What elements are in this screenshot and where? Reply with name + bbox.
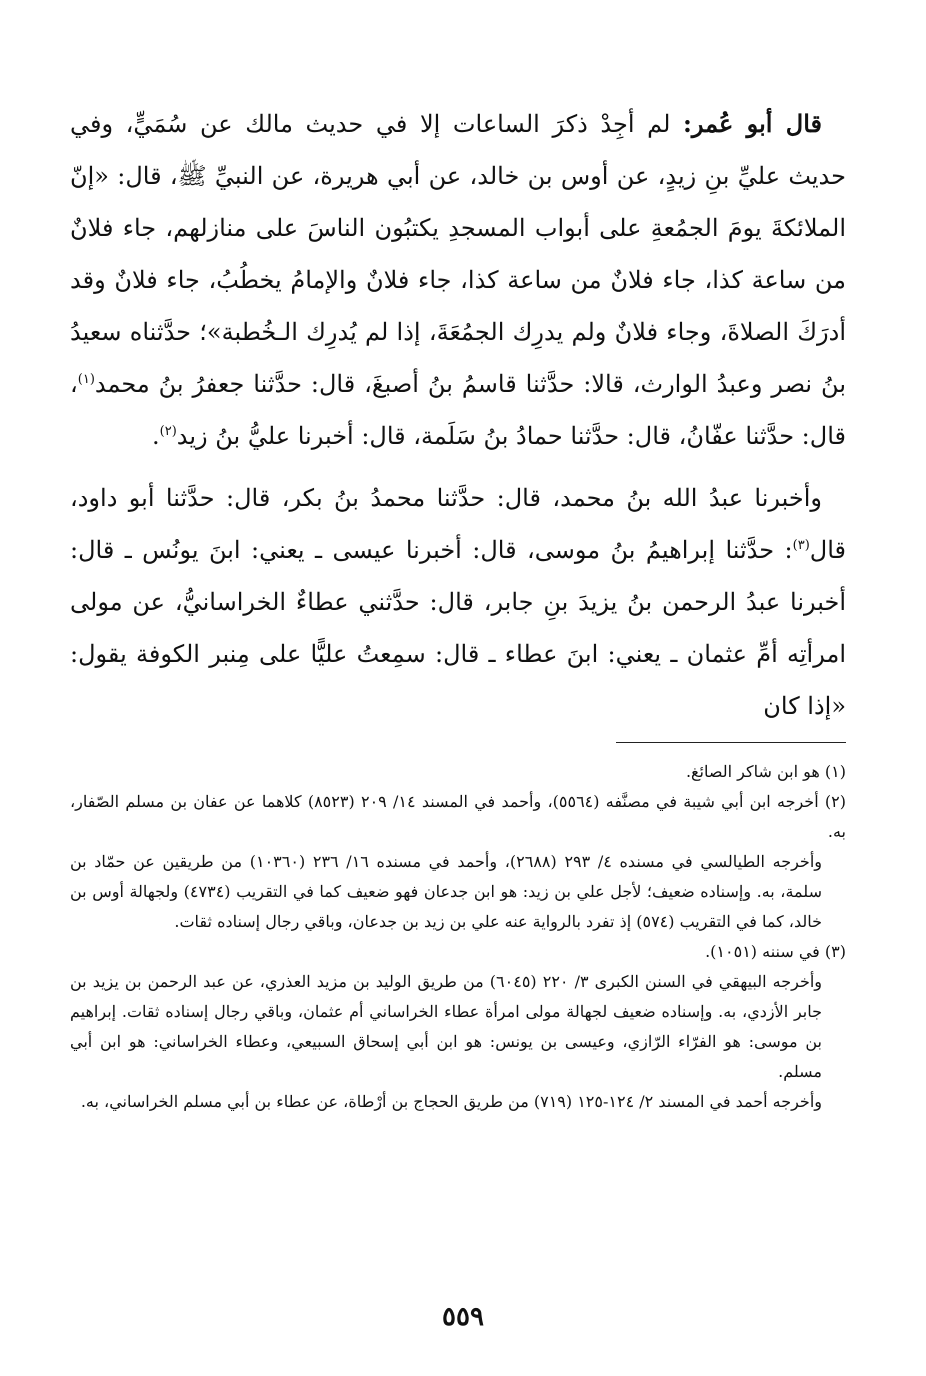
footnote-2: (٢) أخرجه ابن أبي شيبة في مصنَّفه (٥٥٦٤)، وأحمد في المسند ١٤/ ٢٠٩ (٨٥٢٣) كلاهما عن عفان بن مسلم الصّفار، به. xyxy=(70,792,847,841)
footnote-ref-1[interactable]: (١) xyxy=(77,372,95,387)
paragraph-2 xyxy=(70,472,846,732)
paragraph-1-text-a: لم أجِدْ ذكرَ الساعات إلا في حديث مالك عن سُمَيٍّ، وفي حديث عليِّ بنِ زيدٍ، عن أوس بن خالد، عن أبي هريرة، عن النبيِّ ﷺ، قال: «إنّ الملائكةَ يومَ الجمُعةِ على أبواب المسجدِ يكتبُون الناسَ على منازلهم، جاء فلانٌ من ساعة كذا، جاء فلانٌ من ساعة كذا، جاء فلانٌ والإمامُ يخطُبُ، جاء فلانٌ وقد أدرَكَ الصلاةَ، وجاء فلانٌ ولم يدرِك الجمُعَةَ، إذا لم يُدرِك الـخُطبة»؛ حدَّثناه سعيدُ بنُ نصر وعبدُ الوارث، قالا: حدَّثنا قاسمُ بنُ أصبغَ، قال: حدَّثنا جعفرُ بنُ محمد xyxy=(70,110,846,398)
footnotes xyxy=(70,757,846,1117)
page-content xyxy=(70,98,846,1117)
page-number: ٥٥٩ xyxy=(442,1302,484,1332)
paragraph-2-text-a: وأخبرنا عبدُ الله بنُ محمد، قال: حدَّثنا محمدُ بنُ بكر، قال: حدَّثنا أبو داود، قال xyxy=(70,484,846,564)
footnote-3-continued-2: وأخرجه أحمد في المسند ٢/ ١٢٤-١٢٥ (٧١٩) من طريق الحجاج بن أرْطاة، عن عطاء بن أبي مسلم الخراساني، به. xyxy=(80,1092,822,1111)
footnote-3-continued: وأخرجه البيهقي في السنن الكبرى ٣/ ٢٢٠ (٦٠٤٥) من طريق الوليد بن مزيد العذري، عن عبد الرحمن بن يزيد بن جابر الأزدي، به. وإسناده ضعيف لجهالة مولى امرأة عطاء الخراساني أم عثمان، وباقي رجال إسناده ثقات. إبراهيم بن موسى: هو الفرّاء الرّازي، وعيسى بن يونس: هو ابن أبي إسحاق السبيعي، وعطاء الخراساني: هو ابن أبي مسلم. xyxy=(70,972,823,1081)
footnote-3: (٣) في سننه (١٠٥١). xyxy=(705,942,846,961)
main-text xyxy=(70,98,846,732)
paragraph-1-lead: قال أبو عُمر: xyxy=(683,109,822,138)
paragraph-1-text-c: . xyxy=(151,422,160,450)
footnote-divider xyxy=(616,742,846,743)
paragraph-1 xyxy=(70,98,846,462)
footnote-1: (١) هو ابن شاكر الصائغ. xyxy=(685,762,846,781)
paragraph-1-text-b: ، قال: حدَّثنا عفّانُ، قال: حدَّثنا حمادُ بنُ سَلَمة، قال: أخبرنا عليُّ بنُ زيد xyxy=(70,370,846,450)
footnote-ref-2[interactable]: (٢) xyxy=(159,424,177,439)
footnote-ref-3[interactable]: (٣) xyxy=(792,538,810,553)
paragraph-2-text-b: : حدَّثنا إبراهيمُ بنُ موسى، قال: أخبرنا عيسى ـ يعني: ابنَ يونُس ـ قال: أخبرنا عبدُ الرحمن بنُ يزيدَ بنِ جابر، قال: حدَّثني عطاءٌ الخراسانيُّ، عن مولى امرأتِه أمِّ عثمان ـ يعني: ابنَ عطاء ـ قال: سمِعتُ عليًّا على مِنبر الكوفة يقول: «إذا كان xyxy=(70,536,846,720)
footnote-2-continued: وأخرجه الطيالسي في مسنده ٤/ ٢٩٣ (٢٦٨٨)، وأحمد في مسنده ١٦/ ٢٣٦ (١٠٣٦٠) من طريقين عن حمّاد بن سلمة، به. وإسناده ضعيف؛ لأجل علي بن زيد: هو ابن جدعان فهو ضعيف كما في التقريب (٤٧٣٤) ولجهالة أوس بن خالد، كما في التقريب (٥٧٤) إذ تفرد بالرواية عنه علي بن زيد بن جدعان، وباقي رجال إسناده ثقات. xyxy=(70,852,823,931)
